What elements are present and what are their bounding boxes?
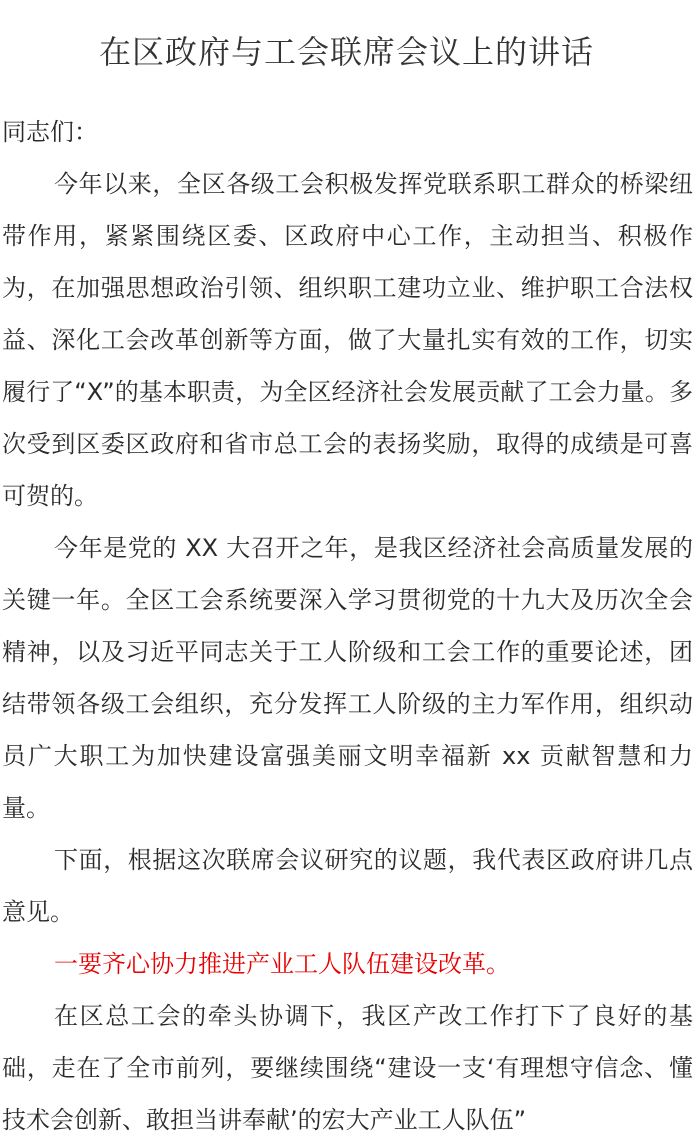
- section-heading-1: 一要齐心协力推进产业工人队伍建设改革。: [54, 950, 510, 978]
- salutation: 同志们：: [2, 118, 98, 146]
- paragraph-intro-opinions: 下面，根据这次联席会议研究的议题，我代表区政府讲几点意见。: [2, 846, 693, 926]
- paragraph-achievements: 今年以来，全区各级工会积极发挥党联系职工群众的桥梁纽带作用，紧紧围绕区委、区政府中心工作，主动担当、积极作为，在加强思想政治引领、组织职工建功立业、维护职工合法权益、深化工会改革创新等方面，做了大量扎实有效的工作，切实履行了“X”的基本职责，为全区经济社会发展贡献了工会力量。多次受到区委区政府和省市总工会的表扬奖励，取得的成绩是可喜可贺的。: [2, 170, 693, 510]
- paragraph-reform: 在区总工会的牵头协调下，我区产改工作打下了良好的基础，走在了全市前列，要继续围绕“建设一支‘有理想守信念、懂技术会创新、敢担当讲奉献’的宏大产业工人队伍”: [2, 1002, 693, 1134]
- paragraph-key-year: 今年是党的 XX 大召开之年，是我区经济社会高质量发展的关键一年。全区工会系统要深入学习贯彻党的十九大及历次全会精神，以及习近平同志关于工人阶级和工会工作的重要论述，团结带领各级工会组织，充分发挥工人阶级的主力军作用，组织动员广大职工为加快建设富强美丽文明幸福新 xx 贡献智慧和力量。: [2, 534, 693, 822]
- document-title: 在区政府与工会联席会议上的讲话: [98, 33, 594, 71]
- document-body: [2, 106, 693, 1146]
